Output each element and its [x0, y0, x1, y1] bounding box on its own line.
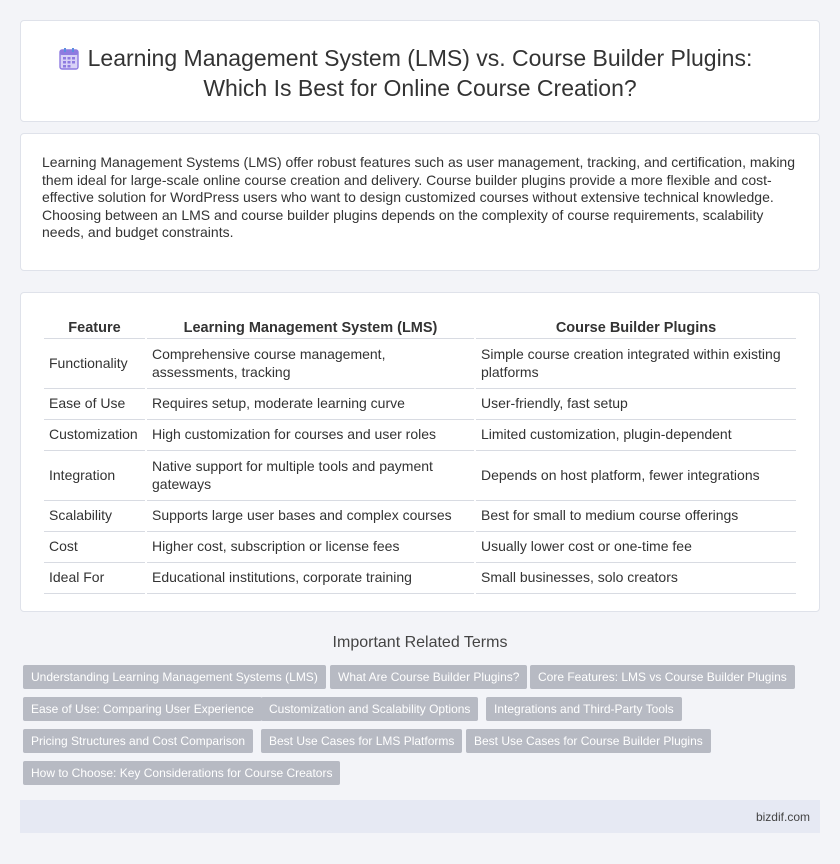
related-term-tag[interactable]: Integrations and Third-Party Tools [486, 697, 682, 721]
plugin-cell: Small businesses, solo creators [476, 563, 796, 594]
related-term-tag[interactable]: Best Use Cases for Course Builder Plugins [466, 729, 711, 753]
comparison-card [20, 292, 820, 612]
plugin-cell: Depends on host platform, fewer integrations [476, 451, 796, 501]
comparison-table [42, 316, 798, 594]
feature-cell: Customization [44, 420, 145, 451]
lms-cell: Supports large user bases and complex courses [147, 501, 474, 532]
header-plugins: Course Builder Plugins [476, 316, 796, 339]
plugin-cell: Usually lower cost or one-time fee [476, 532, 796, 563]
feature-cell: Ideal For [44, 563, 145, 594]
lms-cell: Comprehensive course management, assessments, tracking [147, 339, 474, 389]
related-term-tag[interactable]: Core Features: LMS vs Course Builder Plugins [530, 665, 795, 689]
page-title [88, 43, 753, 103]
related-term-tag[interactable]: Pricing Structures and Cost Comparison [23, 729, 253, 753]
table-row [44, 389, 796, 420]
footer-bar [20, 800, 820, 833]
header-feature: Feature [44, 316, 145, 339]
feature-cell: Integration [44, 451, 145, 501]
intro-card [20, 133, 820, 271]
related-term-tag[interactable]: Best Use Cases for LMS Platforms [261, 729, 462, 753]
lms-cell: Native support for multiple tools and payment gateways [147, 451, 474, 501]
plugin-cell: Best for small to medium course offerings [476, 501, 796, 532]
lms-cell: Higher cost, subscription or license fees [147, 532, 474, 563]
lms-cell: High customization for courses and user roles [147, 420, 474, 451]
related-terms-title: Important Related Terms [332, 634, 508, 651]
table-header-row [44, 316, 796, 339]
table-row [44, 451, 796, 501]
table-row [44, 339, 796, 389]
related-term-tag[interactable]: How to Choose: Key Considerations for Course Creators [23, 761, 340, 785]
related-term-tag[interactable]: What Are Course Builder Plugins? [330, 665, 527, 689]
feature-cell: Functionality [44, 339, 145, 389]
intro-paragraph: Learning Management Systems (LMS) offer robust features such as user management, tracking, and certification, making them ideal for large-scale online course creation and delivery. Course builder plugins provide a more flexible and cost-effective solution for WordPress users who want to design customized courses without extensive technical knowledge. Choosing between an LMS and course builder plugins depends on the complexity of course requirements, scalability needs, and budget constraints. [42, 154, 795, 241]
table-row [44, 420, 796, 451]
feature-cell: Cost [44, 532, 145, 563]
related-term-tag[interactable]: Ease of Use: Comparing User Experience [23, 697, 262, 721]
feature-cell: Scalability [44, 501, 145, 532]
plugin-cell: Simple course creation integrated within existing platforms [476, 339, 796, 389]
table-row [44, 501, 796, 532]
plugin-cell: Limited customization, plugin-dependent [476, 420, 796, 451]
plugin-cell: User-friendly, fast setup [476, 389, 796, 420]
feature-cell: Ease of Use [44, 389, 145, 420]
table-row [44, 563, 796, 594]
table-row [44, 532, 796, 563]
related-term-tag[interactable]: Understanding Learning Management Systems (LMS) [23, 665, 326, 689]
lms-cell: Requires setup, moderate learning curve [147, 389, 474, 420]
footer-site-link[interactable]: bizdif.com [755, 810, 810, 824]
page-title-line-1: Learning Management System (LMS) vs. Course Builder Plugins: [87, 45, 753, 71]
header-lms: Learning Management System (LMS) [147, 316, 474, 339]
lms-cell: Educational institutions, corporate training [147, 563, 474, 594]
related-term-tag[interactable]: Customization and Scalability Options [261, 697, 478, 721]
page-title-line-2: Which Is Best for Online Course Creation? [203, 75, 637, 101]
title-card [20, 20, 820, 122]
